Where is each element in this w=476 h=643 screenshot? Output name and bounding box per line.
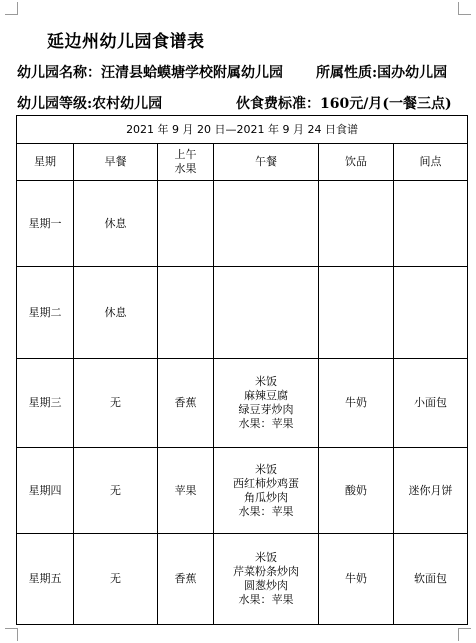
- lunch-cell: [214, 534, 319, 625]
- header-fruit: [158, 144, 214, 181]
- period-header: 2021 年 9 月 20 日—2021 年 9 月 24 日食谱: [17, 116, 468, 144]
- breakfast-cell: 无: [74, 359, 158, 448]
- grade-value: 农村幼儿园: [92, 96, 163, 112]
- breakfast-cell: 无: [74, 534, 158, 625]
- breakfast-cell: 休息: [74, 267, 158, 359]
- fruit-cell: 香蕉: [158, 359, 214, 448]
- meal-fee-standard: [236, 93, 452, 113]
- header-day: 星期: [17, 144, 74, 181]
- snack-cell: 迷你月饼: [394, 448, 468, 534]
- breakfast-cell: 无: [74, 448, 158, 534]
- lunch-item: 圆葱炒肉: [244, 579, 288, 592]
- nature-value: 国办幼儿园: [377, 65, 448, 81]
- drink-cell: 牛奶: [319, 359, 394, 448]
- fruit-cell: [158, 267, 214, 359]
- lunch-item: 米饭: [255, 551, 277, 564]
- header-breakfast: 早餐: [74, 144, 158, 181]
- kindergarten-grade: [17, 93, 162, 113]
- name-label: 幼儿园名称：: [17, 65, 101, 81]
- lunch-item: 绿豆芽炒肉: [238, 403, 294, 416]
- day-cell: 星期一: [17, 181, 74, 267]
- table-row: [17, 359, 468, 448]
- fee-label: 伙食费标准：: [236, 96, 320, 112]
- breakfast-cell: 休息: [74, 181, 158, 267]
- table-row: [17, 267, 468, 359]
- column-header-row: [17, 144, 468, 181]
- lunch-item: 米饭: [255, 462, 277, 476]
- name-value: 汪清县蛤蟆塘学校附属幼儿园: [101, 65, 283, 81]
- day-cell: 星期五: [17, 534, 74, 625]
- kindergarten-name: [17, 62, 283, 82]
- header-fruit-line1: 上午: [174, 148, 197, 161]
- page-corner-mark: [458, 2, 471, 15]
- snack-cell: [394, 181, 468, 267]
- menu-table: [16, 115, 468, 625]
- table-row: [17, 181, 468, 267]
- page-corner-mark: [458, 628, 471, 641]
- page-corner-mark: [5, 2, 18, 15]
- snack-cell: 小面包: [394, 359, 468, 448]
- lunch-item: 麻辣豆腐: [244, 389, 288, 402]
- nature-label: 所属性质:: [316, 65, 378, 81]
- lunch-cell: [214, 267, 319, 359]
- snack-cell: [394, 267, 468, 359]
- fruit-cell: 苹果: [158, 448, 214, 534]
- lunch-cell: [214, 181, 319, 267]
- lunch-item: 水果：苹果: [238, 504, 294, 518]
- lunch-item: 芹菜粉条炒肉: [233, 565, 299, 578]
- drink-cell: 酸奶: [319, 448, 394, 534]
- header-drink: 饮品: [319, 144, 394, 181]
- drink-cell: 牛奶: [319, 534, 394, 625]
- table-row: [17, 448, 468, 534]
- document-title: 延边州幼儿园食谱表: [47, 32, 205, 52]
- day-cell: 星期三: [17, 359, 74, 448]
- header-snack: 间点: [394, 144, 468, 181]
- lunch-cell: [214, 448, 319, 534]
- drink-cell: [319, 267, 394, 359]
- grade-label: 幼儿园等级:: [17, 96, 93, 112]
- table-row: [17, 534, 468, 625]
- drink-cell: [319, 181, 394, 267]
- fruit-cell: [158, 181, 214, 267]
- lunch-item: 西红柿炒鸡蛋: [233, 476, 299, 490]
- fruit-cell: 香蕉: [158, 534, 214, 625]
- page-corner-mark: [5, 628, 18, 641]
- day-cell: 星期四: [17, 448, 74, 534]
- lunch-item: 角瓜炒肉: [244, 490, 288, 504]
- fee-value: 160元/月(一餐三点): [320, 96, 452, 112]
- lunch-cell: [214, 359, 319, 448]
- lunch-item: 水果：苹果: [238, 417, 294, 430]
- snack-cell: 软面包: [394, 534, 468, 625]
- kindergarten-nature: [316, 62, 447, 82]
- day-cell: 星期二: [17, 267, 74, 359]
- header-lunch: 午餐: [214, 144, 319, 181]
- lunch-item: 水果：苹果: [238, 593, 294, 606]
- lunch-item: 米饭: [255, 375, 277, 388]
- header-fruit-line2: 水果: [174, 162, 197, 175]
